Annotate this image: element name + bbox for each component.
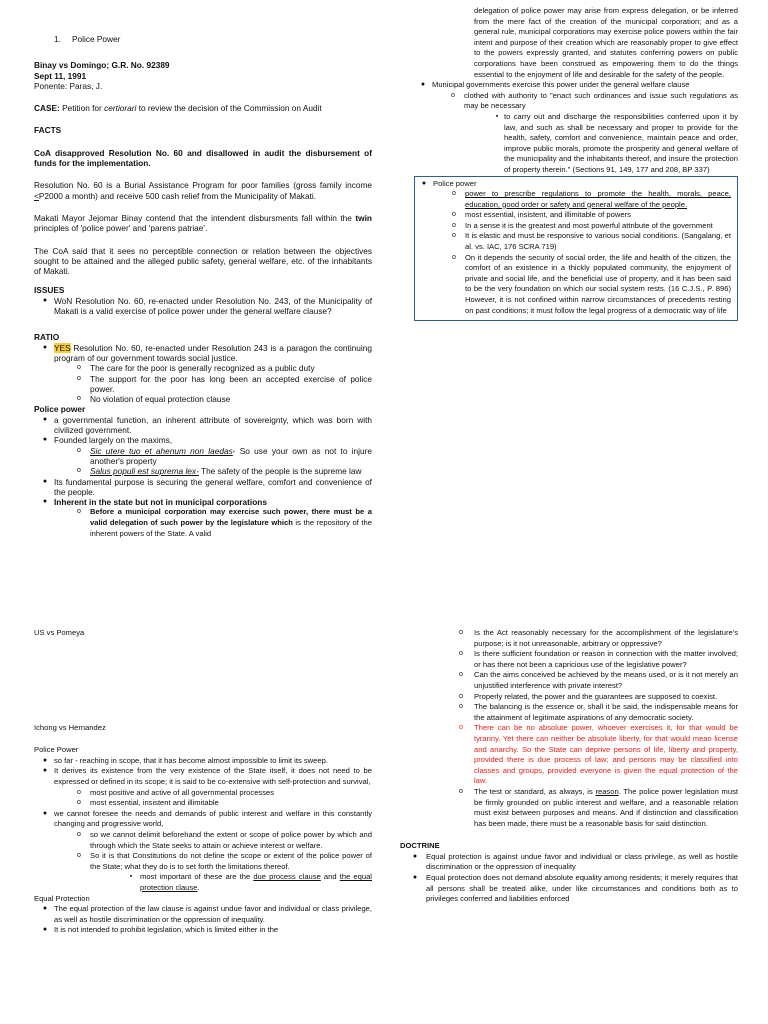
facts-paragraph-3: The CoA said that it sees no perceptible connection or relation between the objectives sought to be attained and the alleged public safety, general welfare, etc. of the inhabitants of Makati. — [34, 245, 372, 277]
police-power-heading-2: Police Power — [34, 745, 79, 755]
list-item: ● It derives its existence from the very existence of the State itself, it does not need to be expressed or defined in its scope; it is said to be co-extensive with self-protection and survival, — [42, 766, 372, 786]
issues-list — [34, 296, 372, 317]
case-ponente: Ponente: Paras, J. — [34, 80, 103, 91]
facts-paragraph-2: Makati Mayor Jejomar Binay contend that the intendent disbursments fall within the twin principles of 'police power' and 'parens patriae'. — [34, 212, 372, 234]
police-power-list-2 — [34, 756, 372, 894]
facts-summary: CoA disapproved Resolution No. 60 and disallowed in audit the disbursement of funds for the implementation. — [34, 147, 372, 169]
list-item: o most positive and active of all governmental processes — [77, 787, 275, 797]
list-item: o clothed with authority to "enact such ordinances and issue such regulations as may be necessary — [451, 90, 738, 111]
list-item: o so we cannot delimit beforehand the extent or scope of police power by which and through which the State seeks to attain or achieve interest or welfare. — [77, 829, 372, 850]
list-item: ● Equal protection is against undue favor and individual or class privilege, as well as hostile discrimination or the oppression of inequality — [412, 851, 738, 872]
page2-left-column — [34, 628, 372, 936]
police-power-list — [34, 415, 372, 508]
list-item: ● Municipal governments exercise this power under the general welfare clause — [420, 80, 690, 90]
list-item: o No violation of equal protection clause — [77, 394, 231, 405]
list-item: ● Police power — [421, 178, 477, 188]
delegation-list — [34, 507, 372, 539]
reasonableness-tests-list — [418, 628, 738, 829]
issues-heading: ISSUES — [34, 285, 65, 296]
list-item: o The support for the poor has long been an accepted exercise of police power. — [77, 373, 372, 394]
document-page-2 — [0, 620, 768, 1024]
highlighted-answer: YES — [54, 342, 71, 353]
ratio-heading: RATIO — [34, 332, 60, 343]
list-item: o It is elastic and must be responsive to various social conditions. (Sangalang, et al. vs. IAC, 176 SCRA 719) — [452, 231, 731, 252]
list-item: o Sic utere tuo et ahenum non laedas- So use your own as not to injure another's property — [77, 445, 373, 466]
list-item: ● we cannot foresee the needs and demands of public interest and welfare in this constantly changing and progressive world, — [42, 808, 372, 829]
facts-heading: FACTS — [34, 125, 62, 136]
page1-left-column — [34, 34, 372, 539]
list-item: ● It is not intended to prohibit legislation, which is limited either in the — [42, 925, 279, 935]
list-item: o most essential, insistent and illimitable — [77, 798, 219, 808]
list-item: o most essential, insistent, and illimitable of powers — [452, 210, 631, 220]
list-item: ● so far - reaching in scope, that it has become almost impossible to limit its sweep. — [42, 755, 328, 765]
list-item: ▪ to carry out and discharge the responsibilities conferred upon it by law, and such as shall be necessary and proper to provide for the health, safety, comfort and convenience, maintain peace and order, improve public morals, promote the prosperity and general welfare of the municipality and the inhabitants thereof, and insure the protection of property therein." (Sections 91, 149, 177 and 208, BP 337) — [495, 111, 738, 174]
equal-protection-heading: Equal Protection — [34, 893, 90, 903]
case-description: CASE: Petition for certiorari to review the decision of the Commission on Audit — [34, 103, 322, 114]
list-item: o On it depends the security of social order, the life and health of the citizen, the comfort of an existence in a thickly populated community, the enjoyment of private and social life, and the beneficial use of property, and it has been said to be the very foundation on which our social system rests. (16 C.J.S., P. 896) However, it is not confined within narrow circumstances of precedents resting on past conditions; it must follow the legal progress of a democratic way of life — [452, 252, 731, 315]
police-power-box — [414, 176, 738, 322]
delegation-continued: delegation of police power may arise from express delegation, or be inferred from the mere fact of the creation of the municipal corporation; and as a general rule, municipal corporations may exercise police powers within the fair intent and purpose of their creation which are reasonably proper to give effect to the powers expressly granted, and statutes conferring powers on public corporations have been construed as empowering them to do the things essential to the enjoyment of life and desirable for the safety of the people. — [474, 6, 738, 79]
general-welfare-list — [418, 80, 738, 175]
page2-right-column — [400, 628, 738, 905]
list-item: ● The equal protection of the law clause is against undue favor and individual or class privilege, as well as hostile discrimination or the oppression of inequality. — [42, 904, 372, 924]
ratio-list — [34, 343, 372, 405]
list-item: o Can the aims conceived be achieved by the means used, or is it not merely an unjustified interference with private interest? — [459, 670, 738, 690]
case-heading-ichong: Ichong vs Hernandez — [34, 722, 106, 732]
list-item: o Is the Act reasonably necessary for the accomplishment of the legislature's purpose; is it not unreasonable, arbitrary or oppressive? — [459, 628, 738, 648]
list-item: ● Founded largely on the maxims, — [42, 435, 173, 446]
page1-right-column — [418, 6, 738, 321]
list-item: ● a governmental function, an inherent attribute of sovereignty, which was born with civilized government. — [42, 414, 372, 436]
list-item: o So it is that Constitutions do not define the scope or extent of the police power of the State; what they do is to set forth the limitations thereof. — [77, 851, 372, 871]
facts-paragraph-1: Resolution No. 60 is a Burial Assistance Program for poor families (gross family income <P2000 a month) and receive 500 cash relief from the Municipality of Makati. — [34, 180, 372, 201]
list-item: o There can be no absolute power, whoever exercises it, for that would be tyranny. Yet there can neither be absolute liberty, for that would mean license and anarchy. So the State can deprive persons of life, liberty and property, provided there is due process of law; and persons may be classified into classes and groups, provided everyone is given the equal protection of the law. — [459, 723, 738, 786]
list-item: o In a sense it is the greatest and most powerful attribute of the government — [452, 220, 713, 230]
list-item: o Is there sufficient foundation or reason in connection with the matter involved; or has there not been a capricious use of the legislative power? — [459, 649, 738, 669]
doctrine-list — [400, 852, 738, 905]
case-date: Sept 11, 1991 — [34, 70, 87, 81]
list-item: ● Inherent in the state but not in municipal corporations — [42, 497, 267, 508]
list-item: o The care for the poor is generally recognized as a public duty — [77, 363, 315, 374]
section-title: 1. Police Power — [54, 34, 121, 44]
doctrine-heading: DOCTRINE — [400, 841, 440, 851]
list-item: ● WoN Resolution No. 60, re-enacted under Resolution No. 243, of the Municipality of Makati is a valid exercise of police power under the general welfare clause? — [42, 295, 372, 317]
police-power-heading: Police power — [34, 404, 86, 415]
list-item: o Before a municipal corporation may exercise such power, there must be a valid delegation of such power by the legislature which is the repository of the inherent powers of the State. A valid — [77, 507, 372, 538]
list-item: o The test or standard, as always, is reason. The police power legislation must be firmly grounded on public interest and welfare, and a reasonable relation must exist between purposes and means. And if distinction and classification has been made, there must be a reasonable basis for said distinction. — [459, 786, 738, 828]
list-item: ● YES Resolution No. 60, re-enacted under Resolution 243 is a paragon the continuing program of our government towards social justice. — [42, 342, 372, 363]
list-item: o The balancing is the essence or, shall it be said, the indispensable means for the attainment of legitimate aspirations of any democratic society. — [459, 702, 738, 722]
case-citation: Binay vs Domingo; G.R. No. 92389 — [34, 60, 170, 71]
list-item: o Properly related, the power and the guarantees are supposed to coexist. — [459, 691, 718, 701]
list-item: o power to prescribe regulations to promote the health, morals, peace, education, good order or safety and general welfare of the people. — [452, 189, 731, 209]
list-item: o Salus populi est suprema lex- The safety of the people is the supreme law — [77, 466, 362, 477]
list-item: ● Equal protection does not demand absolute equality among residents; it merely requires that all persons shall be treated alike, under like circumstances and conditions both as to privileges conferred and liabilities enforced — [412, 873, 738, 904]
list-item: ▪ most important of these are the due process clause and the equal protection clause. — [129, 872, 372, 892]
case-heading-pomeya: US vs Pomeya — [34, 628, 85, 637]
list-item: ● Its fundamental purpose is securing the general welfare, comfort and convenience of the people. — [42, 476, 372, 497]
equal-protection-list — [34, 904, 372, 936]
